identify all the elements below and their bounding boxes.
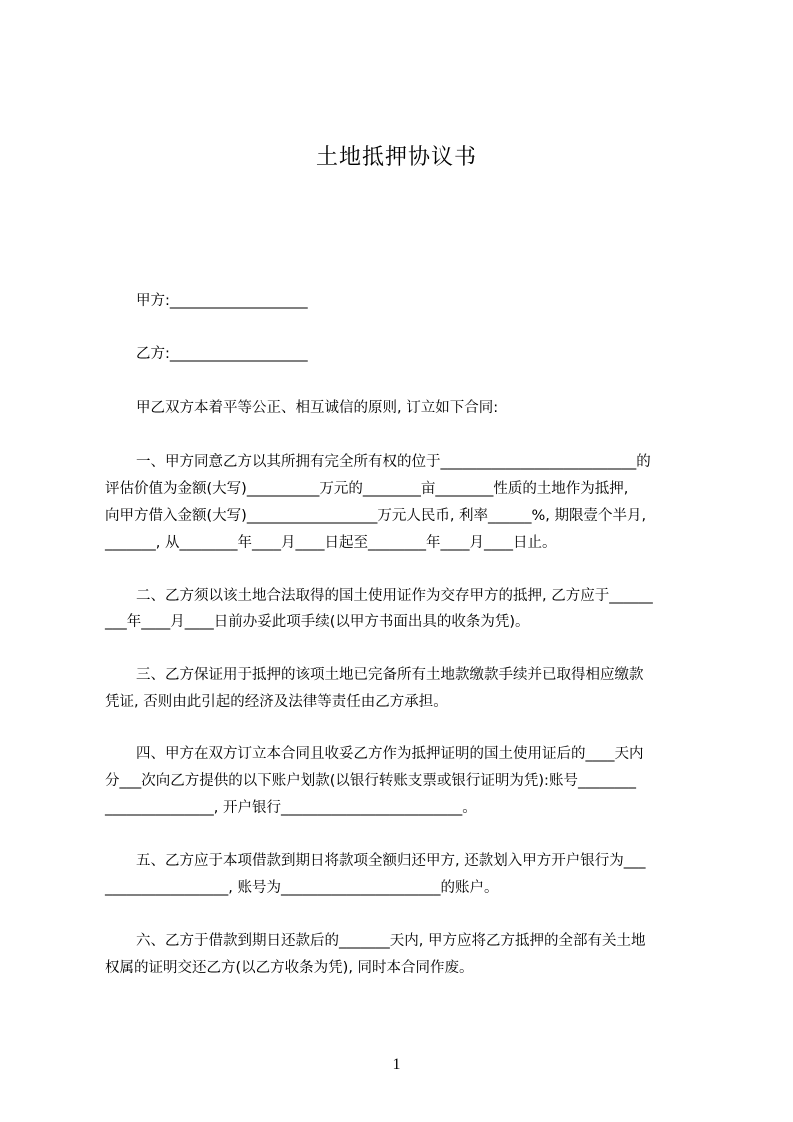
clause-1-line-2: 评估价值为金额(大写)__________万元的________亩________性质的土地作为抵押, — [105, 481, 629, 497]
clause-1-line-3: 向甲方借入金额(大写)__________________万元人民币, 利率______%, 期限壹个半月, — [105, 508, 647, 524]
document-title: 土地抵押协议书 — [315, 145, 477, 170]
clause-6-line-1: 六、乙方于借款到期日还款后的_______天内, 甲方应将乙方抵押的全部有关土地 — [136, 933, 646, 949]
clause-1-line-1: 一、甲方同意乙方以其所拥有完全所有权的位于___________________________的 — [136, 454, 651, 470]
clause-4-line-2: 分___次向乙方提供的以下账户划款(以银行转账支票或银行证明为凭):账号________ — [105, 773, 636, 789]
clause-2-line-1: 二、乙方须以该土地合法取得的国土使用证作为交存甲方的抵押, 乙方应于______ — [136, 588, 653, 604]
clause-6-line-2: 权属的证明交还乙方(以乙方收条为凭), 同时本合同作废。 — [105, 960, 474, 976]
party-a-line: 甲方:___________________ — [136, 293, 308, 309]
clause-5-line-2: _________________, 账号为______________________的账户。 — [105, 880, 499, 896]
clause-4-line-1: 四、甲方在双方订立本合同且收妥乙方作为抵押证明的国土使用证后的____天内 — [136, 746, 644, 762]
intro-paragraph: 甲乙双方本着平等公正、相互诚信的原则, 订立如下合同: — [136, 400, 499, 416]
page-number: 1 — [392, 1056, 401, 1073]
clause-2-line-2: ___年____月____日前办妥此项手续(以甲方书面出具的收条为凭)。 — [105, 614, 530, 630]
clause-5-line-1: 五、乙方应于本项借款到期日将款项全额归还甲方, 还款划入甲方开户银行为___ — [136, 853, 646, 869]
clause-1-line-4: _______, 从________年____月____日起至________年____月____日止。 — [105, 535, 557, 551]
clause-3-line-1: 三、乙方保证用于抵押的该项土地已完备所有土地款缴款手续并已取得相应缴款 — [136, 667, 644, 683]
clause-3-line-2: 凭证, 否则由此引起的经济及法律等责任由乙方承担。 — [105, 694, 448, 710]
party-b-line: 乙方:___________________ — [136, 346, 308, 362]
clause-4-line-3: _______________, 开户银行_________________________。 — [105, 800, 477, 816]
